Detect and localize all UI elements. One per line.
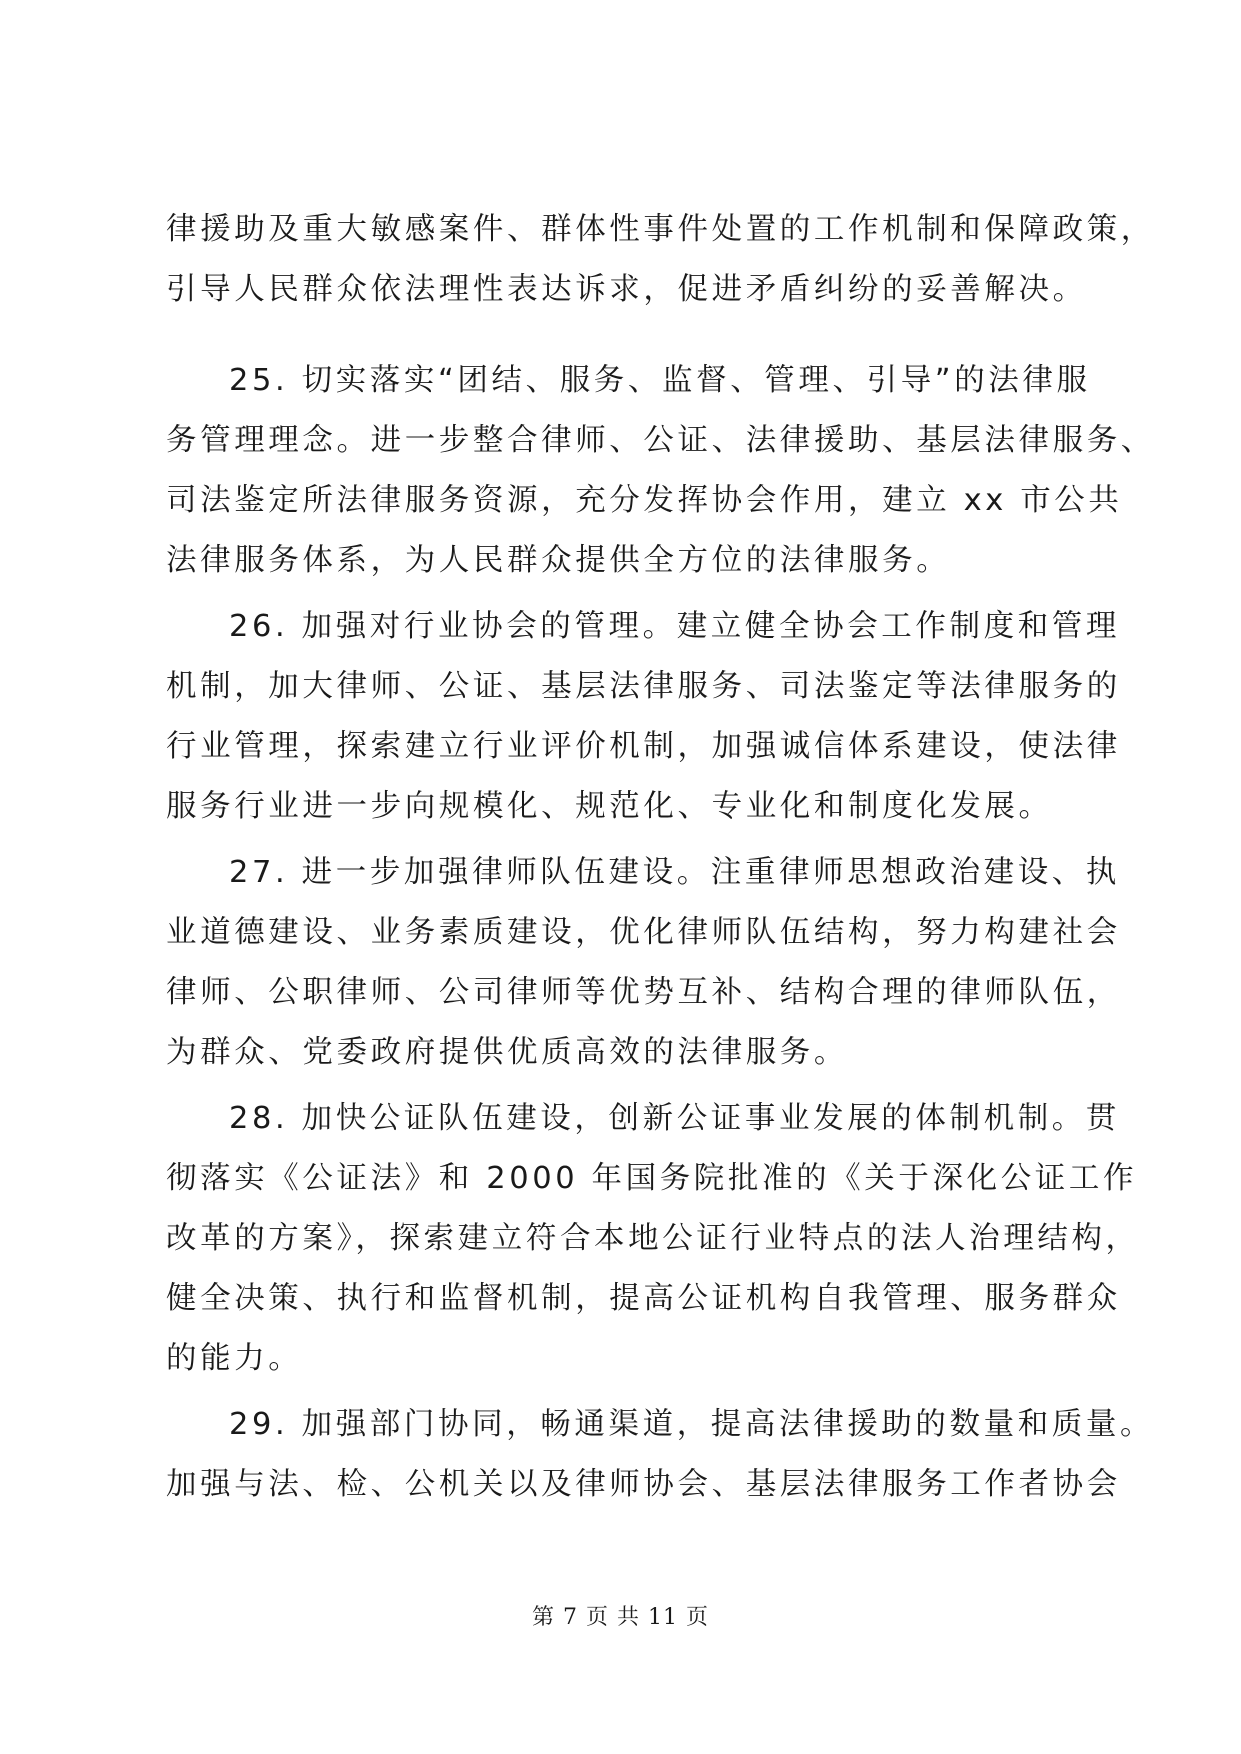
text-line: 司法鉴定所法律服务资源，充分发挥协会作用，建立 xx 市公共 xyxy=(166,483,1123,518)
text-line: 加强与法、检、公机关以及律师协会、基层法律服务工作者协会 xyxy=(166,1467,1121,1502)
paragraph-29-start: 29. 加强部门协同，畅通渠道，提高法律援助的数量和质量。 xyxy=(229,1407,1155,1442)
text-line: 机制，加大律师、公证、基层法律服务、司法鉴定等法律服务的 xyxy=(166,669,1121,704)
text-line: 律援助及重大敏感案件、群体性事件处置的工作机制和保障政策， xyxy=(166,212,1155,247)
text-line: 彻落实《公证法》和 2000 年国务院批准的《关于深化公证工作 xyxy=(166,1161,1138,1196)
text-line: 服务行业进一步向规模化、规范化、专业化和制度化发展。 xyxy=(166,789,1053,824)
text-line: 业道德建设、业务素质建设，优化律师队伍结构，努力构建社会 xyxy=(166,915,1121,950)
paragraph-25-start: 25. 切实落实“团结、服务、监督、管理、引导”的法律服 xyxy=(229,363,1091,398)
page-number-footer: 第 7 页 共 11 页 xyxy=(532,1605,709,1630)
paragraph-26-start: 26. 加强对行业协会的管理。建立健全协会工作制度和管理 xyxy=(229,609,1120,644)
text-line: 行业管理，探索建立行业评价机制，加强诚信体系建设，使法律 xyxy=(166,729,1121,764)
text-line: 改革的方案》，探索建立符合本地公证行业特点的法人治理结构， xyxy=(166,1221,1140,1256)
text-line: 务管理理念。进一步整合律师、公证、法律援助、基层法律服务、 xyxy=(166,423,1155,458)
text-line: 的能力。 xyxy=(166,1341,303,1376)
text-line: 为群众、党委政府提供优质高效的法律服务。 xyxy=(166,1035,848,1070)
text-line: 健全决策、执行和监督机制，提高公证机构自我管理、服务群众 xyxy=(166,1281,1121,1316)
text-line: 律师、公职律师、公司律师等优势互补、结构合理的律师队伍， xyxy=(166,975,1121,1010)
paragraph-27-start: 27. 进一步加强律师队伍建设。注重律师思想政治建设、执 xyxy=(229,855,1120,890)
paragraph-28-start: 28. 加快公证队伍建设，创新公证事业发展的体制机制。贯 xyxy=(229,1101,1120,1136)
text-line: 法律服务体系，为人民群众提供全方位的法律服务。 xyxy=(166,543,951,578)
text-line: 引导人民群众依法理性表达诉求，促进矛盾纠纷的妥善解决。 xyxy=(166,272,1087,307)
